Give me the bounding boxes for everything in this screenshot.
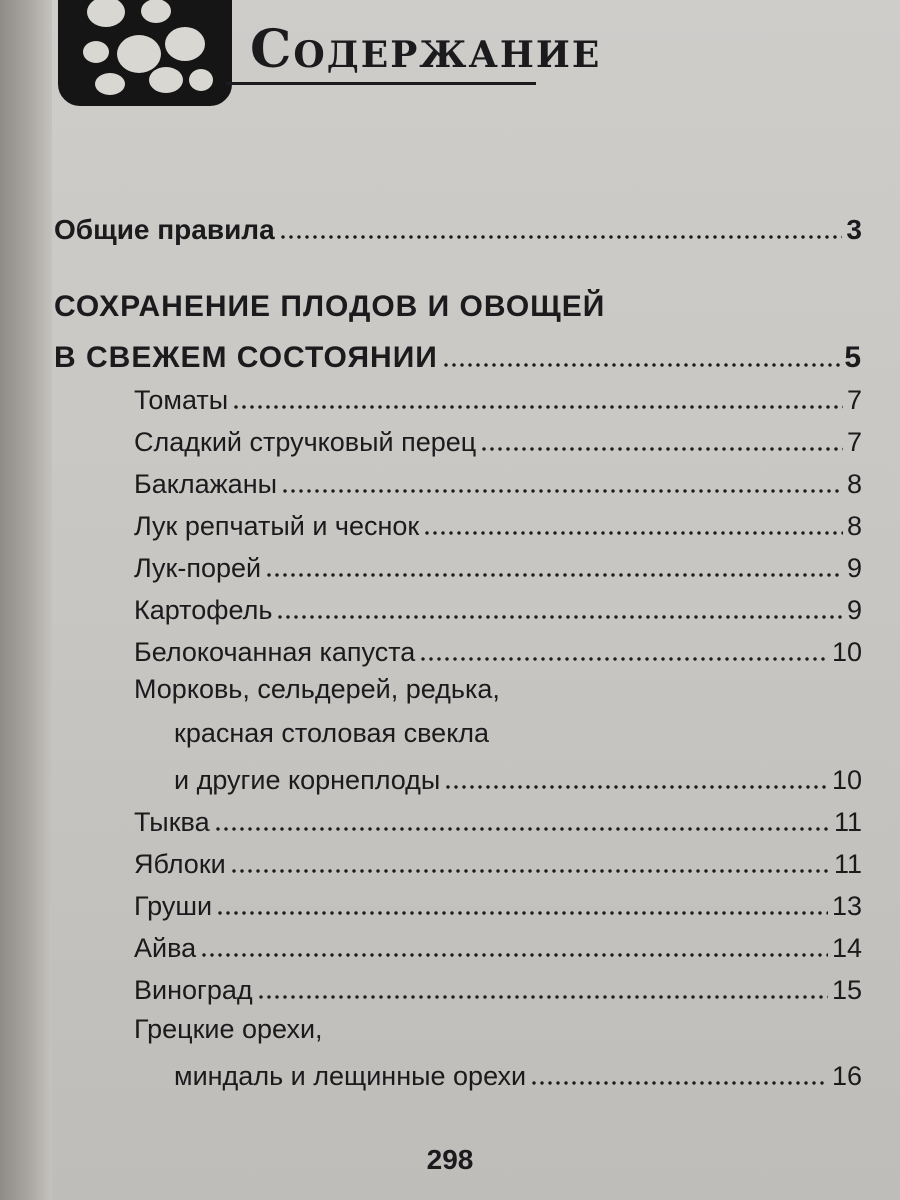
toc-page-number: 11 — [833, 849, 862, 879]
toc-entry-general[interactable] — [54, 206, 862, 246]
dot-leader — [419, 656, 828, 662]
toc-entry[interactable] — [134, 882, 862, 922]
toc-section-entry[interactable] — [54, 334, 862, 374]
dot-leader — [423, 530, 843, 536]
page-number-footer: 298 — [426, 1144, 474, 1175]
dot-leader — [257, 994, 828, 1000]
toc-page-number: 9 — [846, 595, 862, 625]
dot-leader — [200, 952, 828, 958]
toc-section-heading-line2: В СВЕЖЕМ СОСТОЯНИИ — [54, 341, 438, 374]
toc-page-number: 5 — [844, 341, 862, 374]
toc-page-number: 7 — [846, 385, 862, 415]
toc-page-number: 3 — [846, 214, 862, 245]
toc-entry[interactable] — [134, 460, 862, 500]
dot-leader — [276, 614, 843, 620]
toc-entry-label[interactable]: Морковь, сельдерей, редька, — [134, 674, 500, 704]
toc-entry-label: Лук-порей — [134, 553, 262, 583]
toc-page-number: 9 — [846, 553, 862, 583]
toc-entry[interactable] — [134, 840, 862, 880]
toc-page-number: 10 — [831, 765, 862, 795]
toc-entry-label: Лук репчатый и чеснок — [134, 511, 420, 541]
dot-leader — [279, 234, 843, 240]
page-title-rest: ОДЕРЖАНИЕ — [293, 34, 602, 76]
dot-leader — [230, 868, 830, 874]
toc-entry[interactable] — [134, 376, 862, 416]
toc-entry[interactable] — [134, 418, 862, 458]
dot-leader — [265, 572, 843, 578]
toc-entry[interactable] — [134, 798, 862, 838]
page-title-initial: С — [250, 19, 294, 80]
toc-entry-label: Сладкий стручковый перец — [134, 427, 477, 457]
toc-entry[interactable] — [134, 628, 862, 668]
toc-page-number: 13 — [831, 891, 862, 921]
toc-entry-label: Баклажаны — [134, 469, 278, 499]
toc-entry-label: Томаты — [134, 385, 229, 415]
toc-entry-label: Общие правила — [54, 214, 275, 245]
toc-page-number: 8 — [846, 511, 862, 541]
toc-entry-label: Айва — [134, 933, 197, 963]
toc-entry[interactable] — [174, 1052, 862, 1092]
toc-page-number: 15 — [831, 975, 862, 1005]
toc-page-number: 8 — [846, 469, 862, 499]
page-gutter-shadow — [0, 0, 52, 1200]
toc-entry[interactable] — [134, 586, 862, 626]
toc-page-number: 10 — [831, 637, 862, 667]
toc-section-heading-line1: СОХРАНЕНИЕ ПЛОДОВ И ОВОЩЕЙ — [54, 290, 606, 323]
toc-entry-label: Яблоки — [134, 849, 226, 879]
toc-page-number: 14 — [831, 933, 862, 963]
toc-entry[interactable] — [134, 966, 862, 1006]
toc-entry-label-continuation: миндаль и лещинные орехи — [174, 1061, 527, 1091]
toc-entry[interactable] — [134, 544, 862, 584]
toc-page-number: 16 — [831, 1061, 862, 1091]
toc-entry[interactable] — [134, 502, 862, 542]
dot-leader — [216, 910, 828, 916]
toc-entry-label-continuation: красная столовая свекла — [174, 718, 490, 748]
dot-leader — [444, 784, 828, 790]
toc-entry-label[interactable]: Грецкие орехи, — [134, 1014, 323, 1044]
toc-entry-label: Груши — [134, 891, 213, 921]
title-underline — [226, 82, 536, 85]
toc-entry-label-continuation: и другие корнеплоды — [174, 765, 441, 795]
dot-leader — [530, 1080, 828, 1086]
toc-entry-label: Тыква — [134, 807, 210, 837]
decorative-vegetable-illustration — [58, 0, 232, 106]
dot-leader — [214, 826, 830, 832]
toc-entry-label: Виноград — [134, 975, 253, 1005]
toc-page-number: 7 — [846, 427, 862, 457]
dot-leader — [442, 362, 840, 368]
dot-leader — [480, 446, 843, 452]
dot-leader — [281, 488, 843, 494]
toc-entry-label: Картофель — [134, 595, 273, 625]
dot-leader — [232, 404, 843, 410]
toc-entry[interactable] — [174, 756, 862, 796]
toc-entry[interactable] — [134, 924, 862, 964]
page-title — [250, 20, 601, 85]
toc-page-number: 11 — [833, 807, 862, 837]
toc-entry-label: Белокочанная капуста — [134, 637, 416, 667]
